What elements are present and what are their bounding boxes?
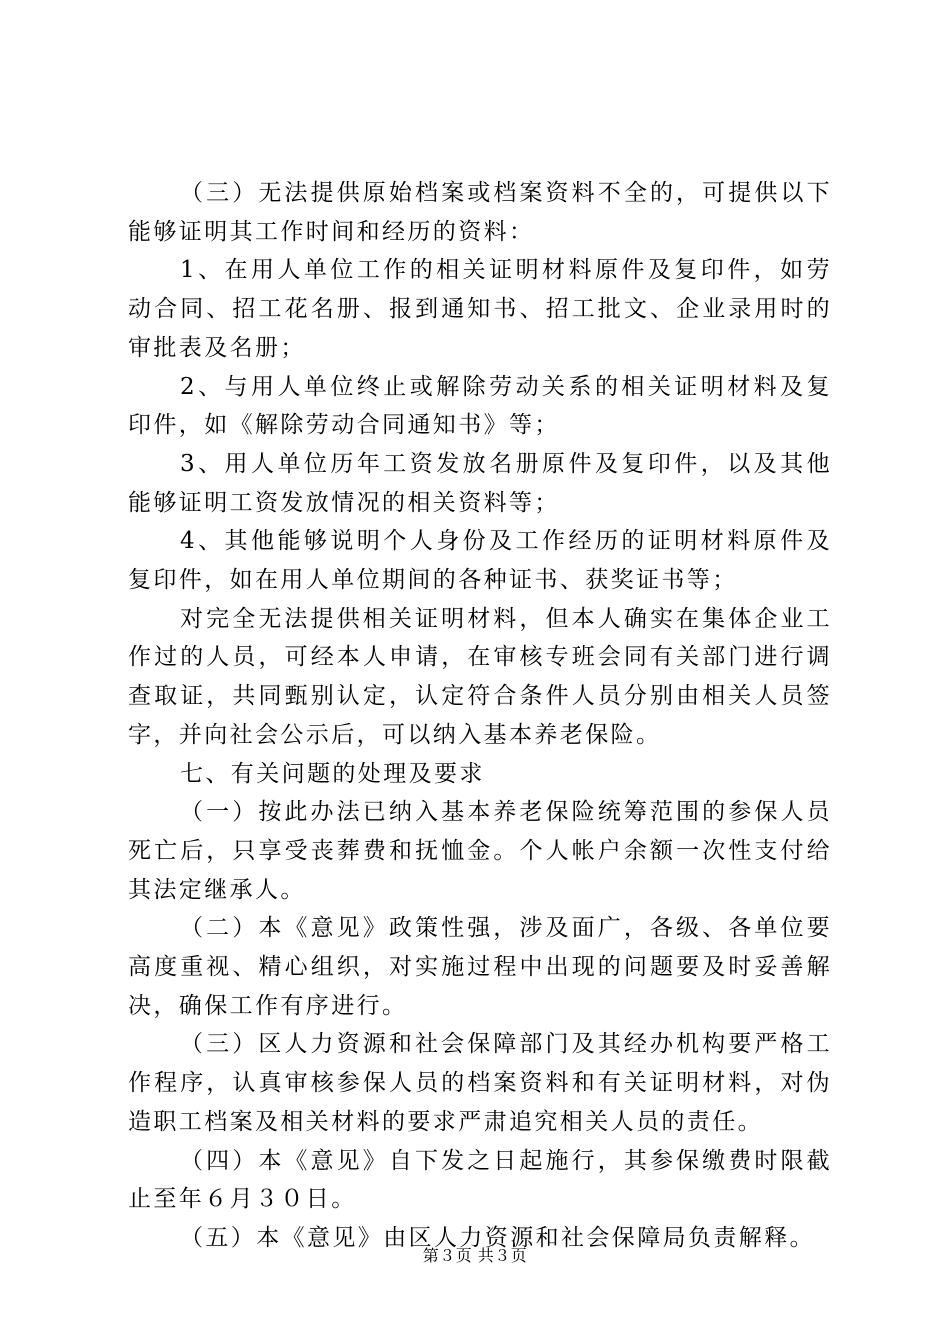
paragraph-three-missing-archives: （三）无法提供原始档案或档案资料不全的，可提供以下能够证明其工作时间和经历的资料：: [128, 180, 832, 245]
document-body: [128, 174, 832, 1258]
paragraph-seven-three: （三）区人力资源和社会保障部门及其经办机构要严格工作程序，认真审核参保人员的档案资料和有关证明材料，对伪造职工档案及相关材料的要求严肃追究相关人员的责任。: [128, 1031, 832, 1135]
paragraph-seven-two: （二）本《意见》政策性强，涉及面广，各级、各单位要高度重视、精心组织，对实施过程中出现的问题要及时妥善解决，确保工作有序进行。: [128, 915, 832, 1019]
paragraph-item-4: 4、其他能够说明个人身份及工作经历的证明材料原件及复印件，如在用人单位期间的各种证书、获奖证书等；: [128, 528, 832, 594]
paragraph-item-1: 1、在用人单位工作的相关证明材料原件及复印件，如劳动合同、招工花名册、报到通知书、招工批文、企业录用时的审批表及名册；: [128, 257, 832, 361]
section-heading-seven: 七、有关问题的处理及要求: [180, 760, 485, 787]
paragraph-seven-one: （一）按此办法已纳入基本养老保险统筹范围的参保人员死亡后，只享受丧葬费和抚恤金。个人帐户余额一次性支付给其法定继承人。: [128, 799, 832, 903]
paragraph-item-3: 3、用人单位历年工资发放名册原件及复印件，以及其他能够证明工资发放情况的相关资料等；: [128, 450, 832, 516]
paragraph-no-proof: 对完全无法提供相关证明材料，但本人确实在集体企业工作过的人员，可经本人申请，在审核专班会同有关部门进行调查取证，共同甄别认定，认定符合条件人员分别由相关人员签字，并向社会公示后，可以纳入基本养老保险。: [128, 605, 832, 748]
paragraph-item-2: 2、与用人单位终止或解除劳动关系的相关证明材料及复印件，如《解除劳动合同通知书》等；: [128, 373, 832, 439]
paragraph-seven-five: （五）本《意见》由区人力资源和社会保障局负责解释。: [180, 1224, 815, 1251]
paragraph-seven-four: （四）本《意见》自下发之日起施行，其参保缴费时限截止至年６月３０日。: [128, 1147, 832, 1213]
page-number-footer: 第３页 共３页: [422, 1246, 528, 1265]
